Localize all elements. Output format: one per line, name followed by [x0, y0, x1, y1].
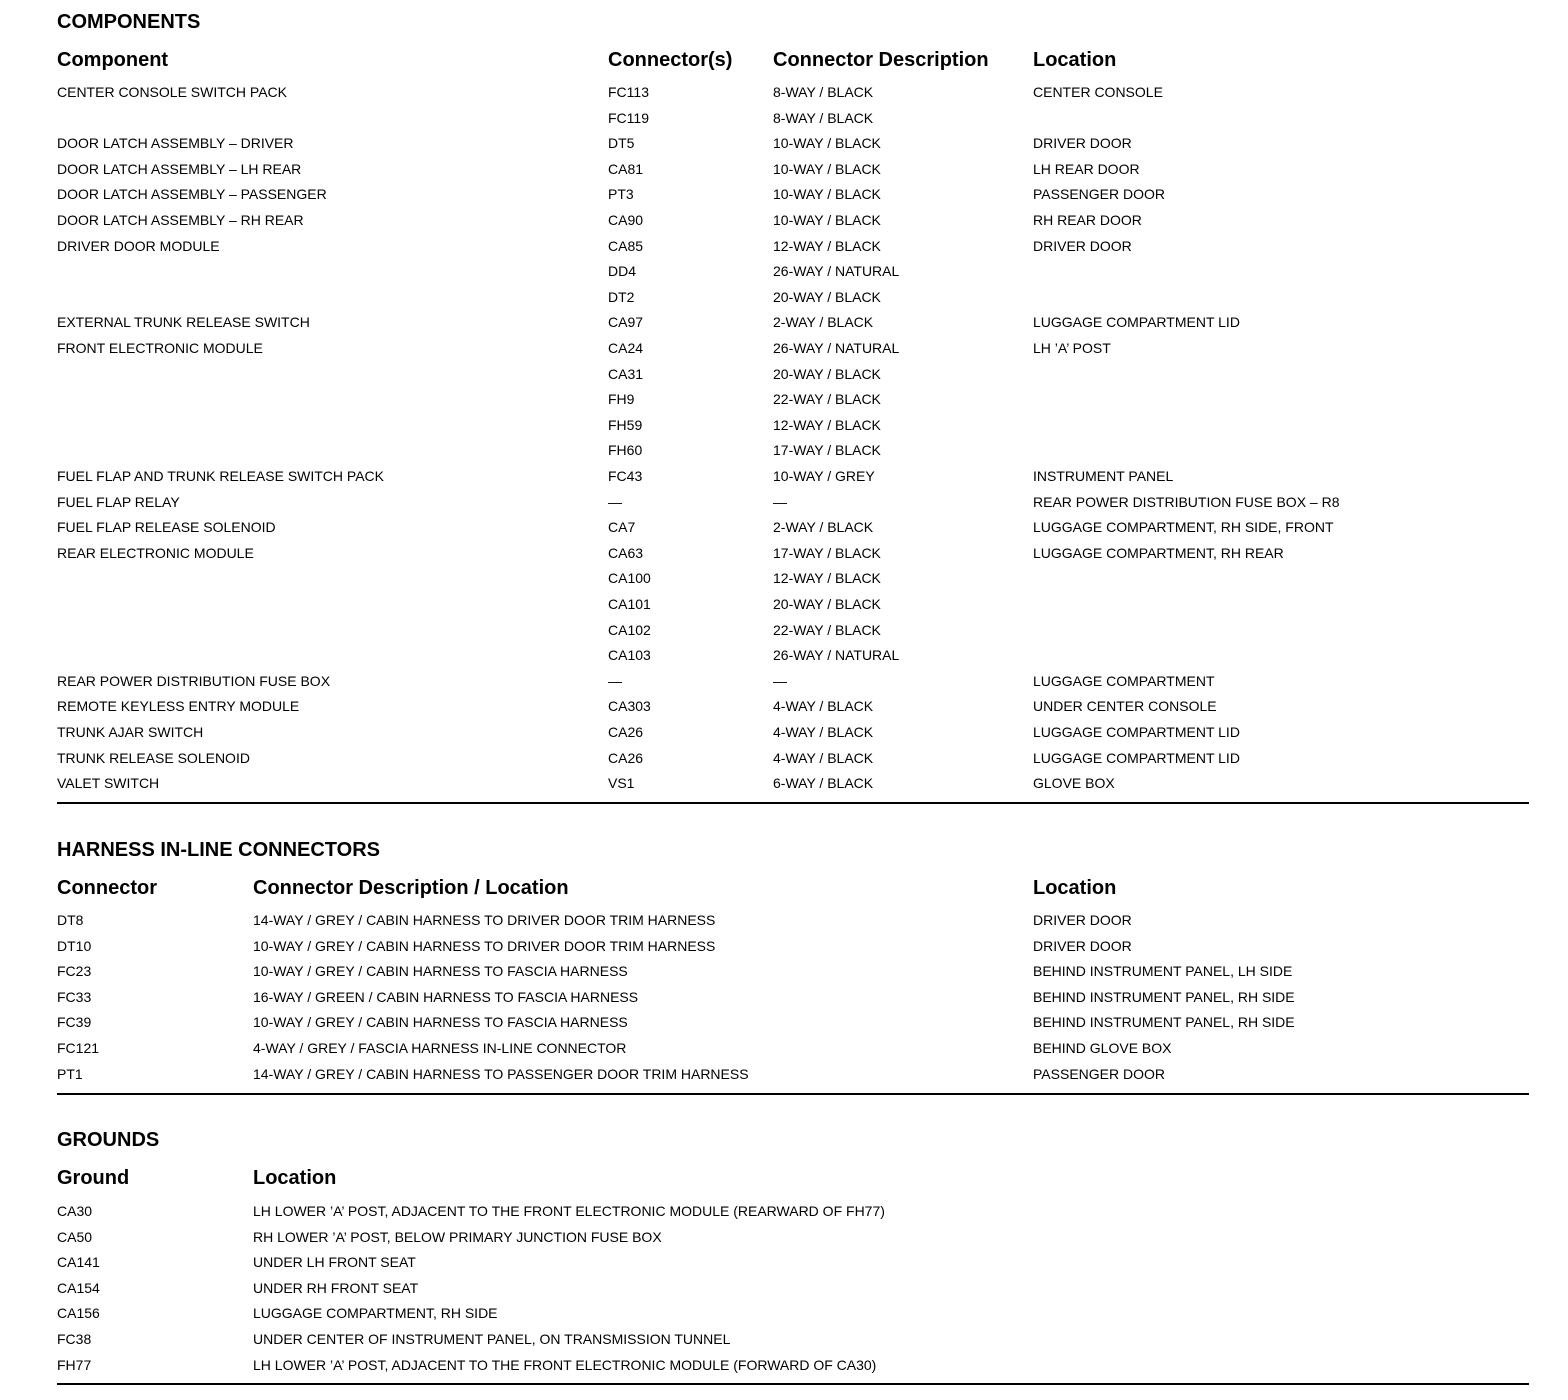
component-name: REAR POWER DISTRIBUTION FUSE BOX	[57, 672, 331, 689]
component-location: REAR POWER DISTRIBUTION FUSE BOX – R8	[1033, 493, 1340, 510]
component-location: RH REAR DOOR	[1033, 212, 1142, 228]
table-row	[57, 774, 1529, 800]
component-name: FRONT ELECTRONIC MODULE	[57, 340, 263, 356]
ground-location: UNDER RH FRONT SEAT	[253, 1279, 419, 1296]
component-name: CENTER CONSOLE SWITCH PACK	[57, 84, 287, 100]
table-row	[57, 339, 1529, 365]
connector-id: CA103	[608, 647, 651, 664]
table-row	[57, 988, 1529, 1014]
connector-id: CA85	[608, 237, 644, 254]
col-header-location: Location	[1033, 49, 1117, 71]
col-header-ground-location: Location	[253, 1167, 337, 1189]
table-row	[57, 1065, 1529, 1091]
connector-description: 12-WAY / BLACK	[773, 570, 881, 587]
harness-description: 10-WAY / GREY / CABIN HARNESS TO FASCIA HARNESS	[253, 1014, 628, 1031]
connector-id: CA102	[608, 621, 651, 638]
connector-id: —	[608, 493, 622, 510]
harness-location: BEHIND INSTRUMENT PANEL, RH SIDE	[1033, 1014, 1295, 1031]
component-name: DRIVER DOOR MODULE	[57, 237, 220, 254]
connector-id: CA303	[608, 698, 651, 715]
connector-description: 10-WAY / GREY	[773, 468, 875, 484]
table-row	[57, 365, 1529, 391]
harness-connector-id: FC121	[57, 1040, 100, 1056]
connector-description: 6-WAY / BLACK	[773, 775, 874, 792]
harness-connector-id: FC39	[57, 1014, 92, 1031]
harness-connector-id: DT8	[57, 912, 84, 928]
ground-location: LH LOWER ’A’ POST, ADJACENT TO THE FRONT ELECTRONIC MODULE (REARWARD OF FH77)	[253, 1203, 885, 1219]
ground-location: LH LOWER ’A’ POST, ADJACENT TO THE FRONT ELECTRONIC MODULE (FORWARD OF CA30)	[253, 1356, 877, 1373]
col-header-connector-description: Connector Description	[773, 49, 989, 71]
table-row	[57, 1039, 1529, 1065]
connector-description: —	[773, 493, 787, 510]
table-row	[57, 1202, 1529, 1228]
component-name: FUEL FLAP AND TRUNK RELEASE SWITCH PACK	[57, 468, 385, 484]
components-section	[57, 0, 1529, 810]
connector-id: VS1	[608, 775, 635, 792]
connector-description: 17-WAY / BLACK	[773, 544, 881, 561]
component-name: TRUNK AJAR SWITCH	[57, 724, 204, 740]
harness-location: BEHIND INSTRUMENT PANEL, LH SIDE	[1033, 963, 1293, 980]
connector-description: 2-WAY / BLACK	[773, 519, 874, 536]
table-row	[57, 646, 1529, 672]
table-row	[57, 83, 1529, 109]
connector-id: DT2	[608, 288, 635, 305]
connector-description: 10-WAY / BLACK	[773, 212, 881, 228]
table-row	[57, 723, 1529, 749]
table-row	[57, 621, 1529, 647]
components-divider	[57, 802, 1529, 804]
component-name: FUEL FLAP RELEASE SOLENOID	[57, 519, 276, 536]
table-row	[57, 416, 1529, 442]
table-row	[57, 1304, 1529, 1330]
connector-id: CA31	[608, 365, 644, 382]
components-title: COMPONENTS	[57, 11, 201, 33]
col-header-connectors: Connector(s)	[608, 49, 733, 71]
component-location: LUGGAGE COMPARTMENT LID	[1033, 724, 1240, 740]
table-row	[57, 493, 1529, 519]
component-location: DRIVER DOOR	[1033, 135, 1132, 152]
connector-description: 20-WAY / BLACK	[773, 365, 881, 382]
harness-description: 10-WAY / GREY / CABIN HARNESS TO FASCIA HARNESS	[253, 963, 628, 980]
connector-description: 4-WAY / BLACK	[773, 724, 874, 740]
ground-id: CA50	[57, 1228, 93, 1245]
table-row	[57, 1228, 1529, 1254]
component-location: LUGGAGE COMPARTMENT LID	[1033, 314, 1240, 331]
harness-description: 4-WAY / GREY / FASCIA HARNESS IN-LINE CONNECTOR	[253, 1040, 627, 1056]
component-name: DOOR LATCH ASSEMBLY – DRIVER	[57, 135, 294, 152]
harness-divider	[57, 1093, 1529, 1095]
ground-id: CA30	[57, 1203, 93, 1219]
table-row	[57, 544, 1529, 570]
connector-description: 12-WAY / BLACK	[773, 237, 881, 254]
connector-id: DD4	[608, 263, 637, 280]
ground-id: CA154	[57, 1279, 100, 1296]
table-row	[57, 962, 1529, 988]
harness-connector-id: DT10	[57, 937, 92, 954]
harness-description: 14-WAY / GREY / CABIN HARNESS TO DRIVER DOOR TRIM HARNESS	[253, 912, 716, 928]
table-row	[57, 390, 1529, 416]
table-row	[57, 185, 1529, 211]
harness-location: DRIVER DOOR	[1033, 937, 1132, 954]
harness-description: 16-WAY / GREEN / CABIN HARNESS TO FASCIA HARNESS	[253, 988, 639, 1005]
ground-id: CA156	[57, 1305, 100, 1322]
connector-id: PT3	[608, 186, 634, 203]
component-location: DRIVER DOOR	[1033, 237, 1132, 254]
ground-id: CA141	[57, 1254, 100, 1271]
component-name: REAR ELECTRONIC MODULE	[57, 544, 254, 561]
connector-description: 4-WAY / BLACK	[773, 749, 874, 766]
table-row	[57, 109, 1529, 135]
table-row	[57, 518, 1529, 544]
component-name: FUEL FLAP RELAY	[57, 493, 180, 510]
ground-location: UNDER CENTER OF INSTRUMENT PANEL, ON TRANSMISSION TUNNEL	[253, 1331, 731, 1347]
grounds-section	[57, 1121, 1529, 1391]
connector-id: FH9	[608, 391, 635, 408]
connector-id: FH59	[608, 416, 643, 433]
col-header-component: Component	[57, 49, 169, 71]
component-location: LUGGAGE COMPARTMENT	[1033, 672, 1215, 689]
connector-description: 8-WAY / BLACK	[773, 84, 874, 100]
connector-id: CA97	[608, 314, 644, 331]
connector-description: 10-WAY / BLACK	[773, 160, 881, 177]
connector-id: CA26	[608, 749, 644, 766]
connector-id: FC43	[608, 468, 643, 484]
connector-id: FC119	[608, 109, 649, 126]
table-row	[57, 595, 1529, 621]
connector-description: 12-WAY / BLACK	[773, 416, 881, 433]
component-name: TRUNK RELEASE SOLENOID	[57, 749, 250, 766]
harness-section	[57, 830, 1529, 1100]
connector-description: 22-WAY / BLACK	[773, 621, 881, 638]
table-row	[57, 1356, 1529, 1382]
connector-description: 8-WAY / BLACK	[773, 109, 874, 126]
table-row	[57, 288, 1529, 314]
harness-location: BEHIND GLOVE BOX	[1033, 1040, 1172, 1056]
table-row	[57, 697, 1529, 723]
table-row	[57, 211, 1529, 237]
table-row	[57, 1013, 1529, 1039]
harness-description: 14-WAY / GREY / CABIN HARNESS TO PASSENGER DOOR TRIM HARNESS	[253, 1065, 749, 1082]
connector-description: 17-WAY / BLACK	[773, 442, 881, 459]
component-location: INSTRUMENT PANEL	[1033, 468, 1174, 484]
connector-description: 20-WAY / BLACK	[773, 288, 881, 305]
connector-id: CA90	[608, 212, 644, 228]
connector-id: CA63	[608, 544, 644, 561]
grounds-divider	[57, 1383, 1529, 1385]
harness-description: 10-WAY / GREY / CABIN HARNESS TO DRIVER DOOR TRIM HARNESS	[253, 937, 716, 954]
ground-location: RH LOWER ’A’ POST, BELOW PRIMARY JUNCTION FUSE BOX	[253, 1228, 662, 1245]
ground-location: UNDER LH FRONT SEAT	[253, 1254, 416, 1271]
component-location: LH REAR DOOR	[1033, 160, 1140, 177]
table-row	[57, 467, 1529, 493]
table-row	[57, 1253, 1529, 1279]
table-row	[57, 1330, 1529, 1356]
harness-location: DRIVER DOOR	[1033, 912, 1132, 928]
connector-id: CA100	[608, 570, 651, 587]
col-header-harness-location: Location	[1033, 877, 1117, 899]
connector-id: —	[608, 672, 622, 689]
component-location: LH ’A’ POST	[1033, 340, 1111, 356]
component-name: EXTERNAL TRUNK RELEASE SWITCH	[57, 314, 310, 331]
component-name: DOOR LATCH ASSEMBLY – RH REAR	[57, 212, 304, 228]
connector-description: —	[773, 672, 787, 689]
connector-id: CA81	[608, 160, 644, 177]
component-name: REMOTE KEYLESS ENTRY MODULE	[57, 698, 300, 715]
component-name: VALET SWITCH	[57, 775, 160, 792]
table-row	[57, 569, 1529, 595]
component-location: CENTER CONSOLE	[1033, 84, 1163, 100]
harness-location: BEHIND INSTRUMENT PANEL, RH SIDE	[1033, 988, 1295, 1005]
col-header-ground: Ground	[57, 1167, 130, 1189]
table-row	[57, 237, 1529, 263]
connector-description: 20-WAY / BLACK	[773, 596, 881, 612]
connector-description: 2-WAY / BLACK	[773, 314, 874, 331]
harness-connector-id: FC23	[57, 963, 92, 980]
connector-description: 26-WAY / NATURAL	[773, 647, 900, 664]
connector-description: 22-WAY / BLACK	[773, 391, 881, 408]
connector-id: CA101	[608, 596, 651, 612]
component-location: UNDER CENTER CONSOLE	[1033, 698, 1217, 715]
connector-id: CA7	[608, 519, 636, 536]
table-row	[57, 937, 1529, 963]
connector-id: DT5	[608, 135, 635, 152]
connector-id: FH60	[608, 442, 643, 459]
ground-location: LUGGAGE COMPARTMENT, RH SIDE	[253, 1305, 498, 1322]
connector-id: CA24	[608, 340, 644, 356]
connector-description: 10-WAY / BLACK	[773, 135, 881, 152]
component-location: PASSENGER DOOR	[1033, 186, 1165, 203]
connector-description: 4-WAY / BLACK	[773, 698, 874, 715]
table-row	[57, 1279, 1529, 1305]
ground-id: FH77	[57, 1356, 92, 1373]
component-name: DOOR LATCH ASSEMBLY – LH REAR	[57, 160, 302, 177]
component-location: LUGGAGE COMPARTMENT, RH SIDE, FRONT	[1033, 519, 1334, 536]
col-header-connector: Connector	[57, 877, 157, 899]
connector-description: 10-WAY / BLACK	[773, 186, 881, 203]
harness-title: HARNESS IN-LINE CONNECTORS	[57, 839, 380, 861]
col-header-description-location: Connector Description / Location	[253, 877, 569, 899]
component-location: LUGGAGE COMPARTMENT, RH REAR	[1033, 544, 1284, 561]
component-location: LUGGAGE COMPARTMENT LID	[1033, 749, 1240, 766]
connector-description: 26-WAY / NATURAL	[773, 263, 900, 280]
component-name: DOOR LATCH ASSEMBLY – PASSENGER	[57, 186, 327, 203]
connector-description: 26-WAY / NATURAL	[773, 340, 900, 356]
harness-connector-id: PT1	[57, 1065, 83, 1082]
component-location: GLOVE BOX	[1033, 775, 1115, 792]
table-row	[57, 134, 1529, 160]
ground-id: FC38	[57, 1331, 92, 1347]
table-row	[57, 262, 1529, 288]
connector-id: CA26	[608, 724, 644, 740]
harness-connector-id: FC33	[57, 988, 92, 1005]
connector-id: FC113	[608, 84, 649, 100]
harness-location: PASSENGER DOOR	[1033, 1065, 1165, 1082]
table-row	[57, 911, 1529, 937]
table-row	[57, 749, 1529, 775]
table-row	[57, 313, 1529, 339]
grounds-title: GROUNDS	[57, 1129, 160, 1151]
table-row	[57, 441, 1529, 467]
table-row	[57, 160, 1529, 186]
table-row	[57, 672, 1529, 698]
